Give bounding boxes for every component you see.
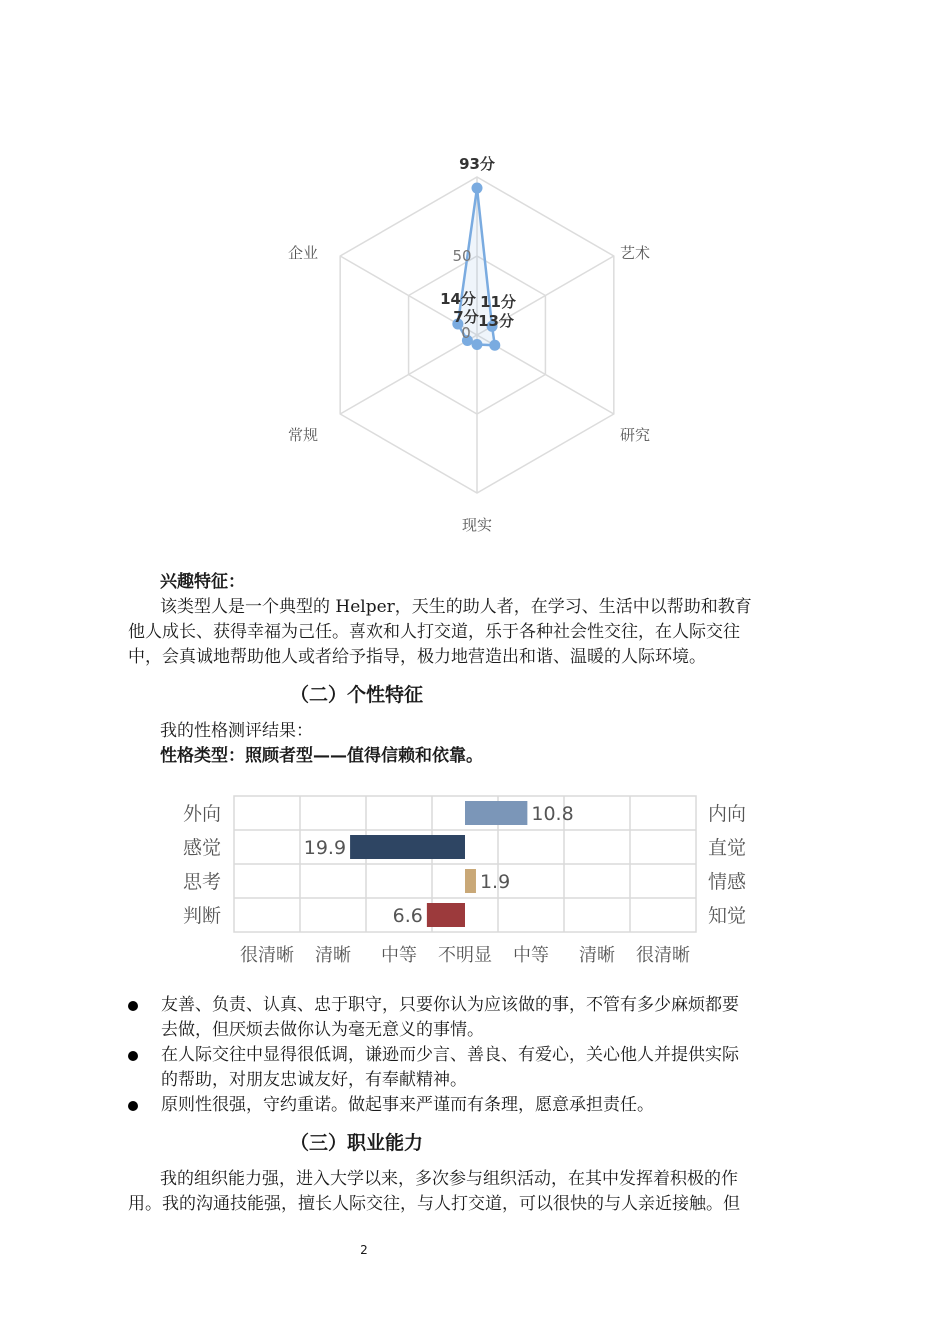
bullet-3-line-1: 原则性很强，守约重诺。做起事来严谨而有条理，愿意承担责任。 [161, 1095, 654, 1115]
mbti-x-tick-label: 很清晰 [636, 945, 690, 966]
section-3-title: （三）职业能力 [290, 1132, 424, 1154]
radar-value-label: 11分 [480, 293, 516, 311]
mbti-left-label: 外向 [182, 803, 222, 825]
page-number: 2 [360, 1243, 368, 1257]
mbti-bar [465, 869, 476, 893]
radar-axis-label: 常规 [287, 426, 319, 444]
mbti-right-label: 直觉 [707, 837, 747, 859]
mbti-left-label: 感觉 [182, 837, 222, 859]
interest-radar-chart [270, 140, 690, 540]
radar-value-label: 13分 [478, 312, 514, 330]
ability-text-line-1: 我的组织能力强，进入大学以来，多次参与组织活动，在其中发挥着积极的作 [160, 1169, 738, 1189]
radar-value-label: 14分 [440, 290, 476, 308]
personality-intro: 我的性格测评结果： [160, 721, 313, 741]
mbti-left-label: 判断 [182, 905, 222, 927]
mbti-x-tick-label: 中等 [381, 945, 417, 966]
mbti-value-label: 1.9 [479, 871, 511, 893]
bullet-2-line-2: 的帮助，对朋友忠诚友好，有奉献精神。 [161, 1070, 467, 1090]
section-2-title: （二）个性特征 [290, 684, 424, 706]
interest-text-line-1: 该类型人是一个典型的 Helper，天生的助人者，在学习、生活中以帮助和教育 [160, 597, 752, 617]
radar-point [472, 183, 483, 194]
mbti-x-tick-label: 很清晰 [240, 945, 294, 966]
mbti-x-tick-label: 清晰 [579, 945, 615, 966]
bullet-dot-icon [128, 1051, 138, 1061]
mbti-x-tick-label: 中等 [513, 945, 549, 966]
mbti-right-label: 情感 [707, 871, 747, 893]
mbti-bar [465, 801, 527, 825]
ability-text-line-2: 用。我的沟通技能强，擅长人际交往，与人打交道，可以很快的与人亲近接触。但 [128, 1194, 740, 1214]
radar-value-label: 7分 [453, 308, 479, 326]
bullet-1-line-2: 去做，但厌烦去做你认为毫无意义的事情。 [161, 1020, 484, 1040]
bullet-1-line-1: 友善、负责、认真、忠于职守，只要你认为应该做的事，不管有多少麻烦都要 [161, 995, 739, 1015]
mbti-bar [350, 835, 465, 859]
mbti-bar [427, 903, 465, 927]
interest-text-line-3: 中，会真诚地帮助他人或者给予指导，极力地营造出和谐、温暖的人际环境。 [128, 647, 706, 667]
radar-axis-label: 现实 [461, 516, 493, 534]
radar-axis-label: 研究 [619, 426, 651, 444]
mbti-right-label: 内向 [707, 803, 747, 825]
radar-value-label: 93分 [459, 155, 495, 173]
mbti-labels [183, 803, 746, 966]
radar-ring-label: 0 [461, 324, 471, 342]
bullet-2-line-1: 在人际交往中显得很低调，谦逊而少言、善良、有爱心，关心他人并提供实际 [161, 1045, 739, 1065]
radar-point [472, 339, 483, 350]
radar-axis-label: 艺术 [619, 244, 651, 262]
personality-bar-chart [170, 788, 770, 968]
mbti-right-label: 知觉 [707, 905, 747, 927]
radar-axis-label: 企业 [287, 244, 319, 262]
bullet-item-2 [128, 1043, 848, 1093]
mbti-value-label: 6.6 [392, 905, 423, 927]
interest-text-line-2: 他人成长、获得幸福为己任。喜欢和人打交道，乐于各种社会性交往，在人际交往 [128, 622, 740, 642]
bullet-item-1 [128, 993, 848, 1043]
mbti-value-label: 19.9 [303, 837, 347, 859]
interest-heading: 兴趣特征： [160, 572, 245, 592]
personality-type: 性格类型：照顾者型——值得信赖和依靠。 [160, 746, 483, 766]
mbti-x-tick-label: 清晰 [315, 945, 351, 966]
bullet-item-3 [128, 1093, 848, 1118]
radar-ring-label: 50 [452, 247, 472, 265]
mbti-x-tick-label: 不明显 [438, 945, 492, 966]
radar-point [489, 340, 500, 351]
mbti-left-label: 思考 [182, 871, 222, 893]
bullet-dot-icon [128, 1101, 138, 1111]
bullet-dot-icon [128, 1001, 138, 1011]
mbti-value-label: 10.8 [531, 803, 574, 825]
